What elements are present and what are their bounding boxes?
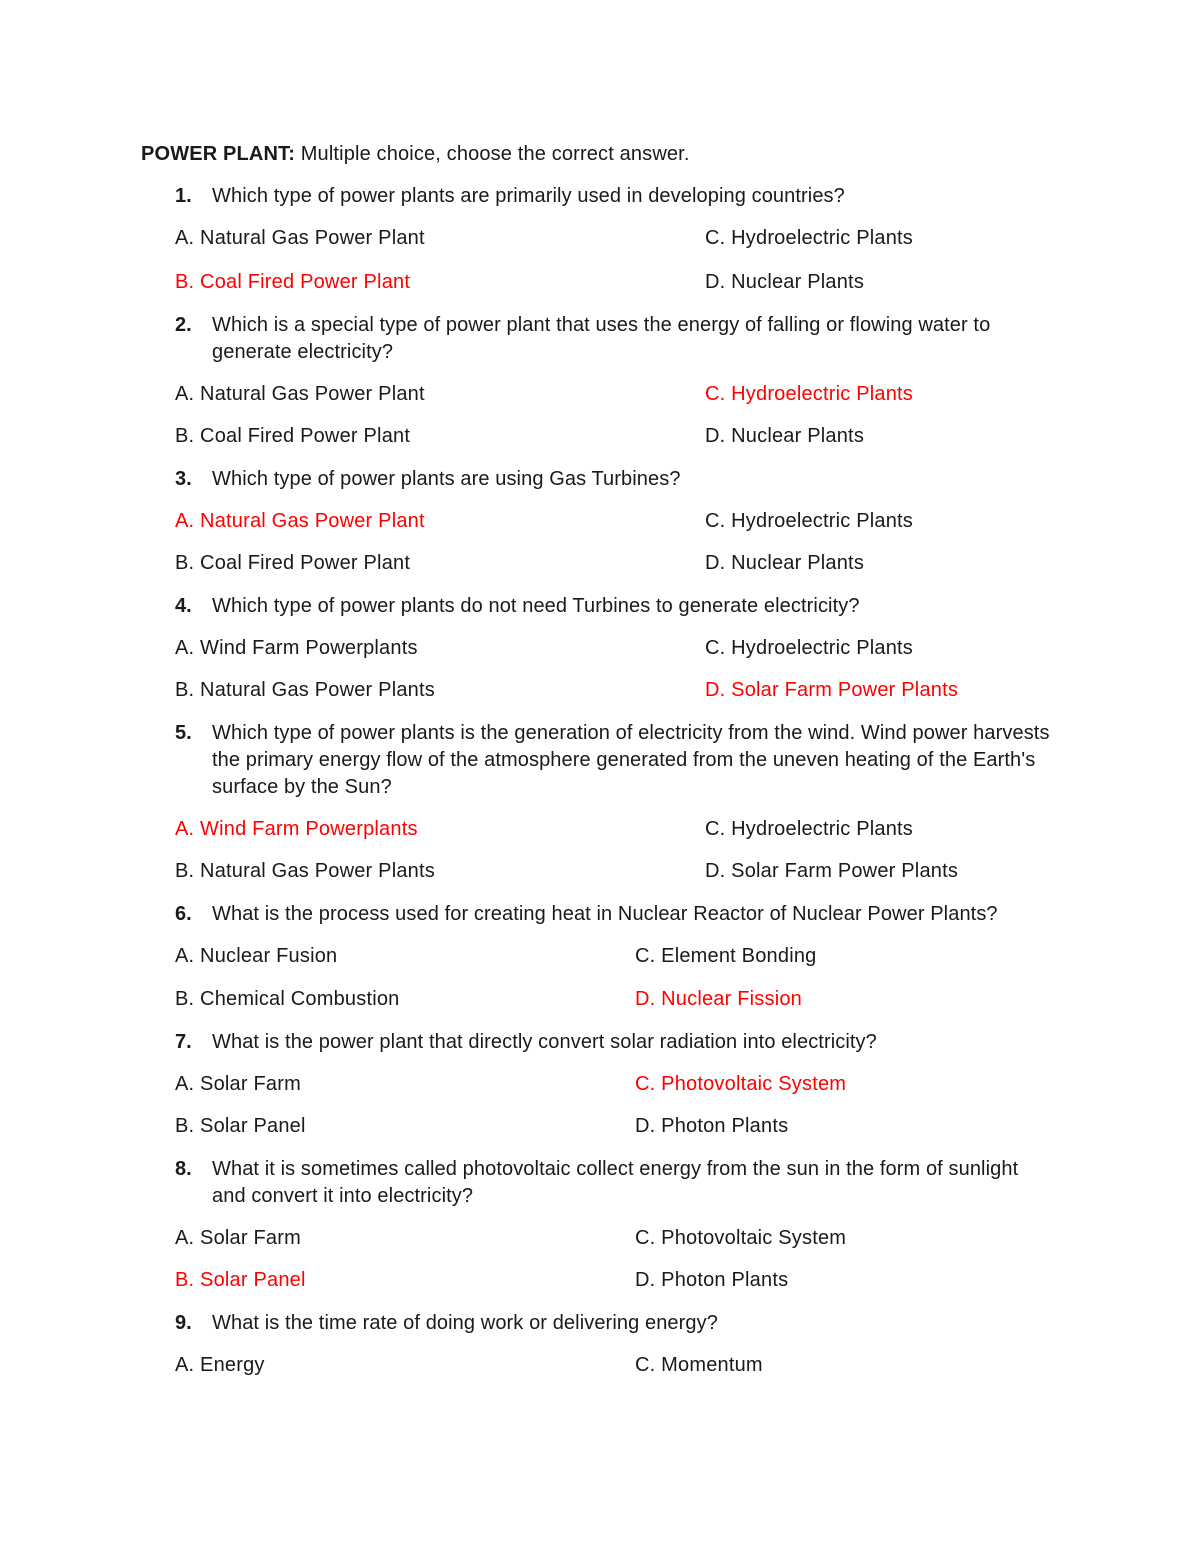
q8-option-a: A. Solar Farm bbox=[175, 1227, 301, 1249]
question-text: What is the process used for creating heat in Nuclear Reactor of Nuclear Power Plants? bbox=[212, 903, 998, 925]
q7-option-a: A. Solar Farm bbox=[175, 1073, 301, 1095]
question-4 bbox=[175, 593, 1055, 620]
q7-option-c: C. Photovoltaic System bbox=[635, 1073, 847, 1095]
question-text: What is the time rate of doing work or delivering energy? bbox=[212, 1312, 718, 1334]
q3-option-a: A. Natural Gas Power Plant bbox=[175, 510, 425, 532]
question-9 bbox=[175, 1310, 1055, 1337]
q7-option-b: B. Solar Panel bbox=[175, 1115, 306, 1137]
q3-option-b: B. Coal Fired Power Plant bbox=[175, 552, 411, 574]
q2-option-a: A. Natural Gas Power Plant bbox=[175, 383, 425, 405]
title-label: POWER PLANT: bbox=[141, 143, 296, 165]
q5-option-c: C. Hydroelectric Plants bbox=[705, 818, 913, 840]
q6-option-c: C. Element Bonding bbox=[635, 945, 817, 967]
question-text: Which is a special type of power plant that uses the energy of falling or flowing water to generate electricity? bbox=[212, 314, 991, 363]
question-3 bbox=[175, 466, 1055, 493]
question-2 bbox=[175, 312, 1055, 366]
q7-option-d: D. Photon Plants bbox=[635, 1115, 789, 1137]
question-7 bbox=[175, 1029, 1055, 1056]
question-number: 1. bbox=[175, 185, 192, 207]
q4-option-d: D. Solar Farm Power Plants bbox=[705, 679, 959, 701]
question-number: 2. bbox=[175, 314, 192, 336]
q9-option-c: C. Momentum bbox=[635, 1354, 763, 1376]
q6-option-d: D. Nuclear Fission bbox=[635, 988, 802, 1010]
question-number: 9. bbox=[175, 1312, 192, 1334]
q5-option-a: A. Wind Farm Powerplants bbox=[175, 818, 418, 840]
question-5 bbox=[175, 720, 1055, 801]
question-number: 4. bbox=[175, 595, 192, 617]
question-text: What it is sometimes called photovoltaic collect energy from the sun in the form of sunlight and convert it into electricity? bbox=[212, 1158, 1019, 1207]
title-instructions: Multiple choice, choose the correct answer. bbox=[295, 143, 690, 165]
q4-option-b: B. Natural Gas Power Plants bbox=[175, 679, 435, 701]
question-text: Which type of power plants do not need Turbines to generate electricity? bbox=[212, 595, 860, 617]
q2-option-d: D. Nuclear Plants bbox=[705, 425, 865, 447]
question-number: 8. bbox=[175, 1158, 192, 1180]
question-number: 6. bbox=[175, 903, 192, 925]
q1-option-b: B. Coal Fired Power Plant bbox=[175, 271, 411, 293]
q9-option-a: A. Energy bbox=[175, 1354, 265, 1376]
question-text: Which type of power plants is the generation of electricity from the wind. Wind power harvests the primary energy flow of the atmosphere generated from the uneven heating of the Earth's surface by the Sun? bbox=[212, 722, 1050, 798]
q5-option-d: D. Solar Farm Power Plants bbox=[705, 860, 959, 882]
q2-option-b: B. Coal Fired Power Plant bbox=[175, 425, 411, 447]
q2-option-c: C. Hydroelectric Plants bbox=[705, 383, 913, 405]
question-1 bbox=[175, 183, 1055, 210]
q3-option-d: D. Nuclear Plants bbox=[705, 552, 865, 574]
q4-option-c: C. Hydroelectric Plants bbox=[705, 637, 913, 659]
question-text: Which type of power plants are primarily used in developing countries? bbox=[212, 185, 845, 207]
question-number: 5. bbox=[175, 722, 192, 744]
q1-option-c: C. Hydroelectric Plants bbox=[705, 227, 913, 249]
q8-option-c: C. Photovoltaic System bbox=[635, 1227, 847, 1249]
q8-option-d: D. Photon Plants bbox=[635, 1269, 789, 1291]
q4-option-a: A. Wind Farm Powerplants bbox=[175, 637, 418, 659]
q6-option-a: A. Nuclear Fusion bbox=[175, 945, 338, 967]
q5-option-b: B. Natural Gas Power Plants bbox=[175, 860, 435, 882]
q8-option-b: B. Solar Panel bbox=[175, 1269, 306, 1291]
page-title bbox=[141, 141, 690, 168]
question-text: What is the power plant that directly convert solar radiation into electricity? bbox=[212, 1031, 877, 1053]
question-8 bbox=[175, 1156, 1055, 1210]
q1-option-d: D. Nuclear Plants bbox=[705, 271, 865, 293]
question-6 bbox=[175, 901, 1055, 928]
q3-option-c: C. Hydroelectric Plants bbox=[705, 510, 913, 532]
q1-option-a: A. Natural Gas Power Plant bbox=[175, 227, 425, 249]
question-text: Which type of power plants are using Gas Turbines? bbox=[212, 468, 681, 490]
q6-option-b: B. Chemical Combustion bbox=[175, 988, 400, 1010]
question-number: 3. bbox=[175, 468, 192, 490]
question-number: 7. bbox=[175, 1031, 192, 1053]
